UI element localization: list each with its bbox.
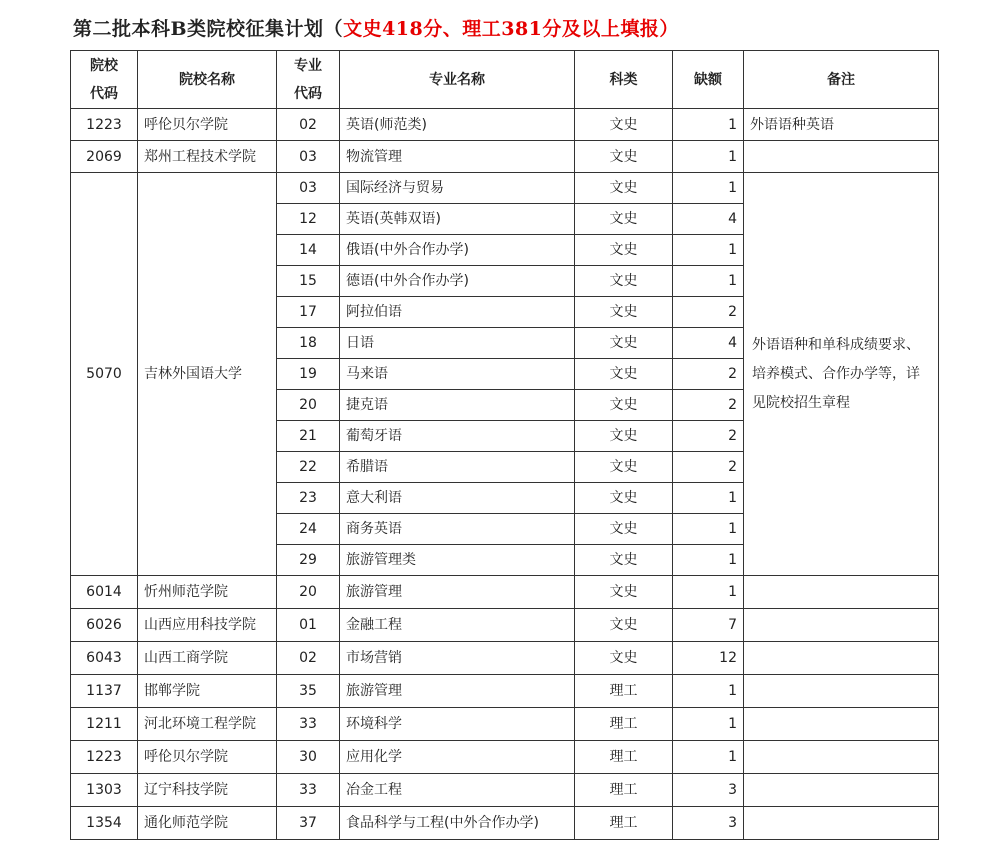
- school-code-cell: 6014: [71, 576, 138, 609]
- category-cell: 文史: [575, 204, 673, 235]
- category-cell: 文史: [575, 421, 673, 452]
- note-cell: [744, 708, 939, 741]
- note-cell: [744, 642, 939, 675]
- note-cell: [744, 141, 939, 173]
- major-code-cell: 12: [277, 204, 340, 235]
- table-row: [71, 708, 939, 741]
- note-cell: [744, 807, 939, 840]
- note-cell: [744, 576, 939, 609]
- vacancy-cell: 1: [673, 576, 744, 609]
- major-code-cell: 01: [277, 609, 340, 642]
- major-code-cell: 14: [277, 235, 340, 266]
- header-major-name: 专业名称: [340, 51, 575, 109]
- category-cell: 文史: [575, 576, 673, 609]
- header-category: 科类: [575, 51, 673, 109]
- category-cell: 文史: [575, 514, 673, 545]
- vacancy-cell: 2: [673, 452, 744, 483]
- category-cell: 文史: [575, 109, 673, 141]
- vacancy-cell: 1: [673, 483, 744, 514]
- category-cell: 理工: [575, 675, 673, 708]
- major-code-cell: 33: [277, 774, 340, 807]
- school-code-cell: 1303: [71, 774, 138, 807]
- major-code-cell: 22: [277, 452, 340, 483]
- table-row: [71, 774, 939, 807]
- major-code-cell: 02: [277, 109, 340, 141]
- vacancy-cell: 1: [673, 109, 744, 141]
- table-row: [71, 642, 939, 675]
- major-name-cell: 食品科学与工程(中外合作办学): [340, 807, 575, 840]
- major-code-cell: 33: [277, 708, 340, 741]
- vacancy-cell: 1: [673, 173, 744, 204]
- school-code-cell: 1211: [71, 708, 138, 741]
- header-notes: 备注: [744, 51, 939, 109]
- school-name-cell: 呼伦贝尔学院: [138, 741, 277, 774]
- category-cell: 文史: [575, 483, 673, 514]
- major-name-cell: 商务英语: [340, 514, 575, 545]
- school-name-cell: 郑州工程技术学院: [138, 141, 277, 173]
- major-name-cell: 旅游管理: [340, 576, 575, 609]
- category-cell: 文史: [575, 642, 673, 675]
- note-cell: [744, 609, 939, 642]
- major-code-cell: 02: [277, 642, 340, 675]
- title-prefix: 第二批本科B类院校征集计划（: [73, 18, 344, 40]
- table-row: [71, 609, 939, 642]
- category-cell: 文史: [575, 297, 673, 328]
- major-name-cell: 应用化学: [340, 741, 575, 774]
- school-code-cell: 6043: [71, 642, 138, 675]
- category-cell: 理工: [575, 741, 673, 774]
- school-name-cell: 忻州师范学院: [138, 576, 277, 609]
- category-cell: 文史: [575, 609, 673, 642]
- vacancy-cell: 3: [673, 807, 744, 840]
- major-code-cell: 18: [277, 328, 340, 359]
- school-name-cell: 辽宁科技学院: [138, 774, 277, 807]
- school-name-cell: 山西应用科技学院: [138, 609, 277, 642]
- school-code-cell: 6026: [71, 609, 138, 642]
- note-cell: [744, 675, 939, 708]
- major-code-cell: 37: [277, 807, 340, 840]
- school-code-cell: 1137: [71, 675, 138, 708]
- page-title: [73, 14, 679, 41]
- major-name-cell: 德语(中外合作办学): [340, 266, 575, 297]
- school-code-cell: 1223: [71, 109, 138, 141]
- table-row: [71, 173, 939, 204]
- school-name-cell: 吉林外国语大学: [138, 173, 277, 576]
- major-name-cell: 捷克语: [340, 390, 575, 421]
- major-code-cell: 03: [277, 173, 340, 204]
- category-cell: 文史: [575, 390, 673, 421]
- note-cell: [744, 741, 939, 774]
- vacancy-cell: 2: [673, 359, 744, 390]
- vacancy-cell: 3: [673, 774, 744, 807]
- table-row: [71, 576, 939, 609]
- enrollment-table: [70, 50, 939, 840]
- major-name-cell: 市场营销: [340, 642, 575, 675]
- major-name-cell: 物流管理: [340, 141, 575, 173]
- category-cell: 理工: [575, 708, 673, 741]
- vacancy-cell: 2: [673, 297, 744, 328]
- category-cell: 文史: [575, 235, 673, 266]
- header-vacancy: 缺额: [673, 51, 744, 109]
- vacancy-cell: 4: [673, 204, 744, 235]
- note-cell: 外语语种和单科成绩要求、培养模式、合作办学等，详见院校招生章程: [744, 173, 939, 576]
- major-name-cell: 希腊语: [340, 452, 575, 483]
- vacancy-cell: 4: [673, 328, 744, 359]
- vacancy-cell: 1: [673, 741, 744, 774]
- school-name-cell: 山西工商学院: [138, 642, 277, 675]
- school-code-cell: 1223: [71, 741, 138, 774]
- table-row: [71, 109, 939, 141]
- vacancy-cell: 1: [673, 235, 744, 266]
- table-row: [71, 807, 939, 840]
- major-name-cell: 旅游管理: [340, 675, 575, 708]
- note-cell: 外语语种英语: [744, 109, 939, 141]
- vacancy-cell: 7: [673, 609, 744, 642]
- major-code-cell: 21: [277, 421, 340, 452]
- major-name-cell: 意大利语: [340, 483, 575, 514]
- vacancy-cell: 12: [673, 642, 744, 675]
- school-code-cell: 1354: [71, 807, 138, 840]
- category-cell: 文史: [575, 173, 673, 204]
- school-code-cell: 5070: [71, 173, 138, 576]
- table-row: [71, 141, 939, 173]
- category-cell: 理工: [575, 774, 673, 807]
- major-name-cell: 金融工程: [340, 609, 575, 642]
- table-header-row: [71, 51, 939, 109]
- category-cell: 文史: [575, 141, 673, 173]
- major-name-cell: 日语: [340, 328, 575, 359]
- major-code-cell: 30: [277, 741, 340, 774]
- major-name-cell: 俄语(中外合作办学): [340, 235, 575, 266]
- table-row: [71, 741, 939, 774]
- major-name-cell: 英语(英韩双语): [340, 204, 575, 235]
- major-code-cell: 15: [277, 266, 340, 297]
- major-name-cell: 葡萄牙语: [340, 421, 575, 452]
- school-name-cell: 通化师范学院: [138, 807, 277, 840]
- category-cell: 文史: [575, 452, 673, 483]
- header-school-name: 院校名称: [138, 51, 277, 109]
- vacancy-cell: 1: [673, 675, 744, 708]
- school-name-cell: 河北环境工程学院: [138, 708, 277, 741]
- vacancy-cell: 1: [673, 514, 744, 545]
- major-code-cell: 17: [277, 297, 340, 328]
- major-name-cell: 国际经济与贸易: [340, 173, 575, 204]
- category-cell: 文史: [575, 328, 673, 359]
- header-school-code: 院校代码: [71, 51, 138, 109]
- vacancy-cell: 1: [673, 266, 744, 297]
- major-code-cell: 03: [277, 141, 340, 173]
- major-code-cell: 20: [277, 576, 340, 609]
- major-name-cell: 阿拉伯语: [340, 297, 575, 328]
- major-name-cell: 冶金工程: [340, 774, 575, 807]
- major-code-cell: 35: [277, 675, 340, 708]
- major-name-cell: 英语(师范类): [340, 109, 575, 141]
- major-name-cell: 环境科学: [340, 708, 575, 741]
- title-suffix: ）: [659, 18, 679, 40]
- category-cell: 文史: [575, 359, 673, 390]
- vacancy-cell: 1: [673, 708, 744, 741]
- school-name-cell: 邯郸学院: [138, 675, 277, 708]
- table-row: [71, 675, 939, 708]
- category-cell: 理工: [575, 807, 673, 840]
- note-cell: [744, 774, 939, 807]
- major-code-cell: 19: [277, 359, 340, 390]
- header-major-code: 专业代码: [277, 51, 340, 109]
- vacancy-cell: 1: [673, 545, 744, 576]
- category-cell: 文史: [575, 545, 673, 576]
- school-name-cell: 呼伦贝尔学院: [138, 109, 277, 141]
- major-name-cell: 旅游管理类: [340, 545, 575, 576]
- major-code-cell: 29: [277, 545, 340, 576]
- title-score-line: 文史418分、理工381分及以上填报: [343, 18, 660, 40]
- major-code-cell: 20: [277, 390, 340, 421]
- major-name-cell: 马来语: [340, 359, 575, 390]
- vacancy-cell: 1: [673, 141, 744, 173]
- vacancy-cell: 2: [673, 421, 744, 452]
- major-code-cell: 24: [277, 514, 340, 545]
- major-code-cell: 23: [277, 483, 340, 514]
- school-code-cell: 2069: [71, 141, 138, 173]
- category-cell: 文史: [575, 266, 673, 297]
- vacancy-cell: 2: [673, 390, 744, 421]
